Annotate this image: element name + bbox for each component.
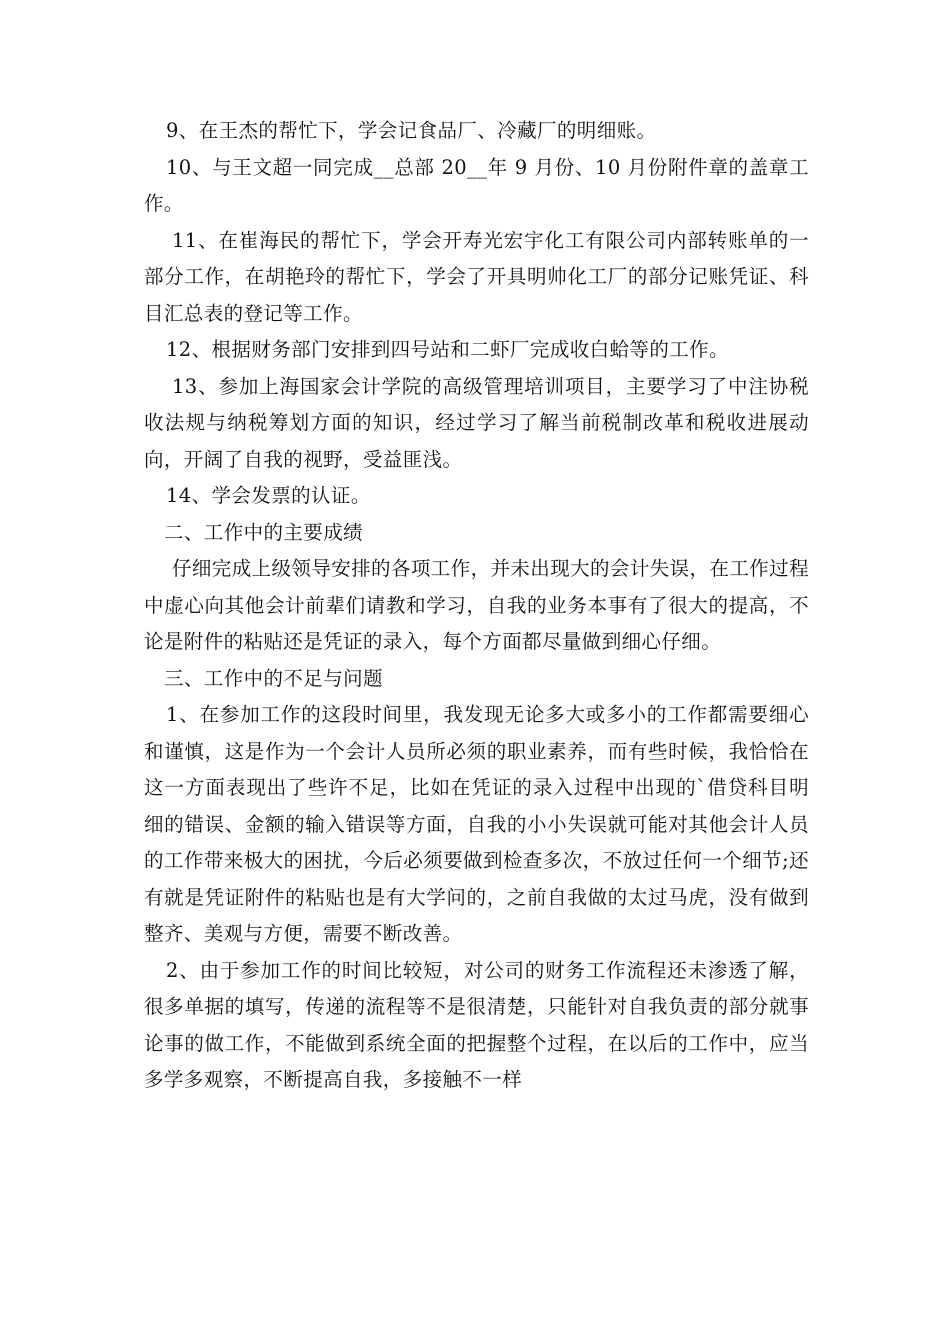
section-heading-achievements: 二、工作中的主要成绩 [164, 520, 364, 544]
paragraph-shortcoming-2: 2、由于参加工作的时间比较短，对公司的财务工作流程还未渗透了解，很多单据的填写，传递的流程等不是很清楚，只能针对自我负责的部分就事论事的做工作，不能做到系统全面的把握整个过程，在以后的工作中，应当多学多观察，不断提高自我，多接触不一样 [144, 958, 809, 1091]
paragraph-item-9: 9、在王杰的帮忙下，学会记食品厂、冷藏厂的明细账。 [166, 119, 657, 142]
paragraph-item-11: 11、在崔海民的帮忙下，学会开寿光宏宇化工有限公司内部转账单的一部分工作，在胡艳玲的帮忙下，学会了开具明帅化工厂的部分记账凭证、科目汇总表的登记等工作。 [144, 228, 809, 325]
paragraph-item-13: 13、参加上海国家会计学院的高级管理培训项目，主要学习了中注协税收法规与纳税筹划方面的知识，经过学习了解当前税制改革和税收进展动向，开阔了自我的视野，受益匪浅。 [144, 374, 809, 471]
paragraph-shortcoming-1: 1、在参加工作的这段时间里，我发现无论多大或多小的工作都需要细心和谨慎，这是作为一个会计人员所必须的职业素养，而有些时候，我恰恰在这一方面表现出了些许不足，比如在凭证的录入过程中出现的`借贷科目明细的错误、金额的输入错误等方面，自我的小小失误就可能对其他会计人员的工作带来极大的困扰，今后必须要做到检查多次，不放过任何一个细节;还有就是凭证附件的粘贴也是有大学问的，之前自我做的太过马虎，没有做到整齐、美观与方便，需要不断改善。 [144, 703, 809, 945]
section-heading-shortcomings: 三、工作中的不足与问题 [164, 666, 383, 690]
paragraph-item-12: 12、根据财务部门安排到四号站和二虾厂完成收白蛤等的工作。 [166, 338, 729, 361]
paragraph-item-14: 14、学会发票的认证。 [166, 484, 371, 507]
paragraph-achievements: 仔细完成上级领导安排的各项工作，并未出现大的会计失误，在工作过程中虚心向其他会计前辈们请教和学习，自我的业务本事有了很大的提高，不论是附件的粘贴还是凭证的录入，每个方面都尽量做到细心仔细。 [144, 557, 809, 653]
document-body [144, 113, 809, 1099]
paragraph-item-10: 10、与王文超一同完成__总部 20__年 9 月份、10 月份附件章的盖章工作。 [144, 155, 809, 215]
